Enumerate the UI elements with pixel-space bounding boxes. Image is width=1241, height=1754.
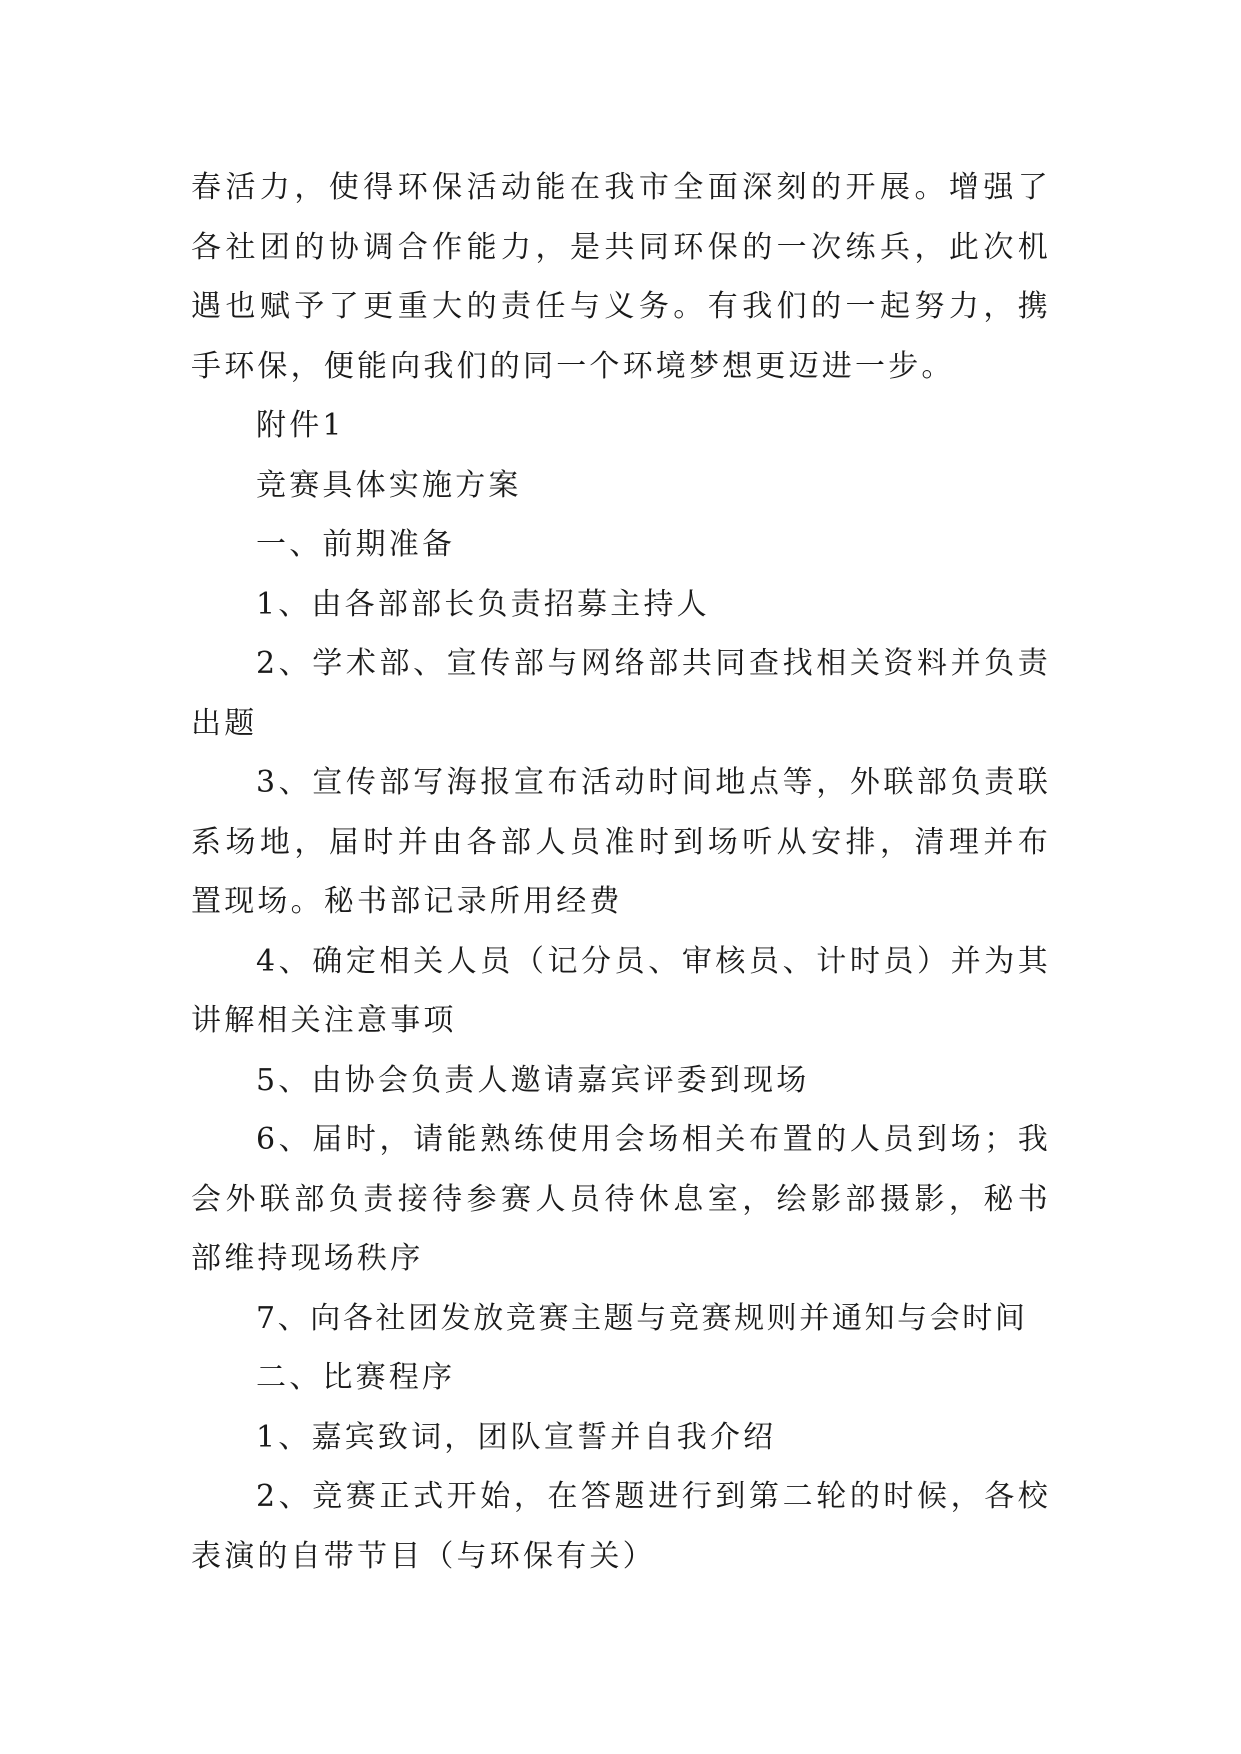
document-body [191, 158, 1051, 1586]
list-item: 4、确定相关人员（记分员、审核员、计时员）并为其讲解相关注意事项 [191, 943, 1051, 1038]
section-heading-procedure: 二、比赛程序 [256, 1360, 456, 1395]
list-item: 1、由各部部长负责招募主持人 [256, 586, 710, 622]
list-item: 2、竞赛正式开始，在答题进行到第二轮的时候，各校表演的自带节目（与环保有关） [191, 1479, 1051, 1574]
list-item: 7、向各社团发放竞赛主题与竞赛规则并通知与会时间 [256, 1300, 1028, 1336]
list-item: 2、学术部、宣传部与网络部共同查找相关资料并负责出题 [191, 646, 1051, 741]
section-heading-preparation: 一、前期准备 [256, 527, 456, 562]
attachment-label: 附件1 [256, 408, 345, 443]
list-item: 5、由协会负责人邀请嘉宾评委到现场 [256, 1062, 810, 1098]
paragraph-intro: 春活力，使得环保活动能在我市全面深刻的开展。增强了各社团的协调合作能力，是共同环保的一次练兵，此次机遇也赋予了更重大的责任与义务。有我们的一起努力，携手环保，便能向我们的同一个环境梦想更迈进一步。 [191, 170, 1051, 384]
list-item: 1、嘉宾致词，团队宣誓并自我介绍 [256, 1419, 777, 1455]
plan-title: 竞赛具体实施方案 [256, 467, 522, 503]
list-item: 3、宣传部写海报宣布活动时间地点等，外联部负责联系场地，届时并由各部人员准时到场听从安排，清理并布置现场。秘书部记录所用经费 [191, 765, 1051, 919]
list-item: 6、届时，请能熟练使用会场相关布置的人员到场；我会外联部负责接待参赛人员待休息室，绘影部摄影，秘书部维持现场秩序 [191, 1122, 1051, 1276]
